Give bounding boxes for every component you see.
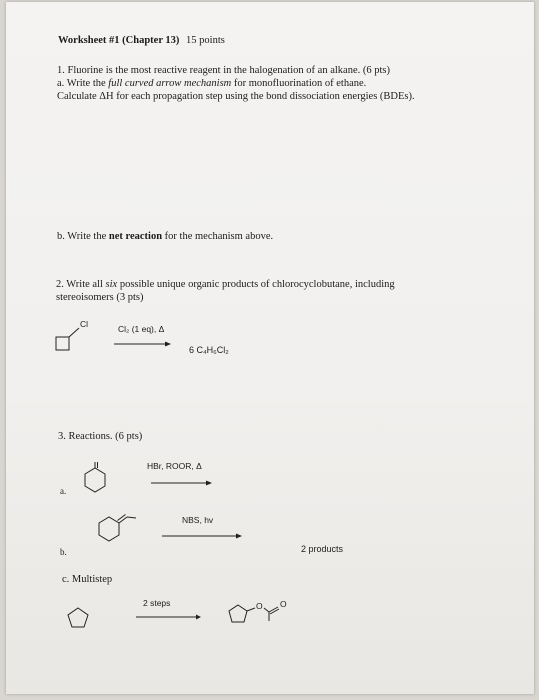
q3c-label: c. Multistep (62, 574, 113, 585)
q3-title: 3. Reactions. (6 pts) (58, 431, 143, 442)
chlorine-label: Cl (80, 319, 89, 329)
methylenecyclohexane-structure (80, 461, 128, 497)
q3b-reaction-arrow (162, 532, 244, 540)
worksheet-header (58, 35, 225, 47)
q1a-prompt: a. Write the full curved arrow mechanism for monofluorination of ethane. (57, 78, 367, 89)
cyclopentane-structure (66, 605, 96, 633)
ethylidenecyclohexane-structure (94, 509, 142, 545)
q2-prompt-line1: 2. Write all six possible unique organic products of chlorocyclobutane, including (56, 279, 395, 290)
q3b-reagent: NBS, hv (182, 515, 214, 525)
carbonyl-oxygen-label: O (280, 599, 287, 609)
q1b-prompt: b. Write the net reaction for the mechanism above. (57, 231, 274, 242)
worksheet-title: Worksheet #1 (Chapter 13) (58, 35, 180, 46)
q3a-reagent: HBr, ROOR, Δ (147, 461, 202, 471)
q3c-reaction-arrow (136, 613, 202, 621)
q1a-prompt-line2: Calculate ΔH for each propagation step using the bond dissociation energies (BDEs). (57, 91, 415, 102)
ester-oxygen-label: O (256, 601, 263, 611)
worksheet-points: 15 points (186, 35, 225, 46)
q3b-label: b. (60, 547, 67, 557)
q2-product: 6 C₄H₆Cl₂ (189, 345, 229, 355)
q1-prompt-line1: 1. Fluorine is the most reactive reagent in the halogenation of an alkane. (6 pts) (57, 65, 390, 76)
q3b-products: 2 products (301, 544, 344, 554)
q3a-reaction-arrow (151, 479, 213, 487)
q3c-reagent: 2 steps (143, 598, 171, 608)
q2-prompt-line2: stereoisomers (3 pts) (56, 292, 144, 303)
q2-reaction-arrow (114, 340, 174, 348)
q3a-label: a. (60, 486, 67, 496)
worksheet-page (6, 2, 534, 694)
q2-reagent: Cl₂ (1 eq), Δ (118, 324, 165, 334)
